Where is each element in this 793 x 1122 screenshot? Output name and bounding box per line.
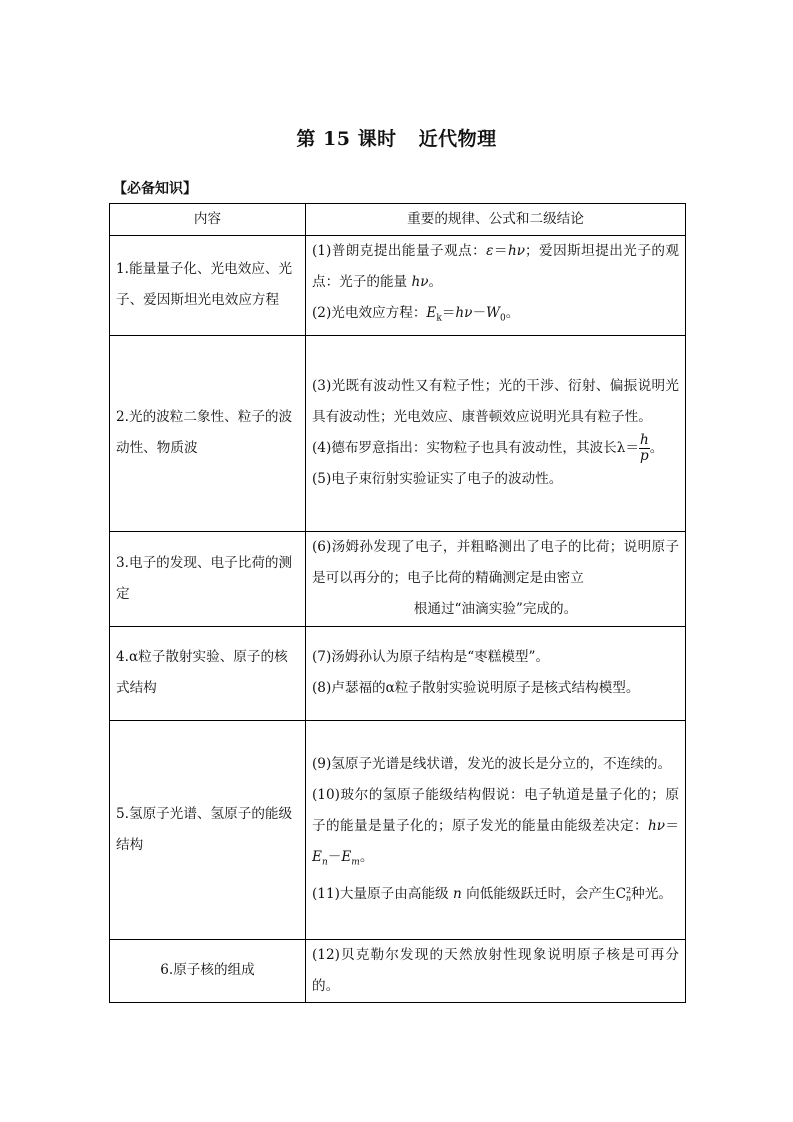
rules-cell — [306, 531, 686, 626]
rules-cell — [306, 236, 686, 336]
table-row — [110, 236, 686, 336]
rules-cell — [306, 335, 686, 531]
table-header-row — [110, 204, 686, 236]
topic-cell: 6.原子核的组成 — [110, 939, 306, 1002]
topic-cell: 2.光的波粒二象性、粒子的波动性、物质波 — [110, 335, 306, 531]
table-row — [110, 335, 686, 531]
rule-item: (8)卢瑟福的α粒子散射实验说明原子是核式结构模型。 — [312, 680, 640, 697]
rule-item: (3)光既有波动性又有粒子性；光的干涉、衍射、偏振说明光具有波动性；光电效应、康普顿效应说明光具有粒子性。 — [312, 378, 679, 426]
page-title — [0, 124, 793, 151]
topic-cell: 3.电子的发现、电子比荷的测定 — [110, 531, 306, 626]
knowledge-table — [109, 203, 686, 1003]
rule-item: (10)玻尔的氢原子能级结构假说：电子轨道是量子化的；原子的能量是量子化的；原子发光的能量由能级差决定：$h\nu=E_n-E_m$。 — [312, 787, 679, 869]
rules-cell — [306, 939, 686, 1002]
rule-item: (2)光电效应方程：$E_k=h\nu-W_0$。 — [312, 305, 520, 324]
topic-cell: 1.能量量子化、光电效应、光子、爱因斯坦光电效应方程 — [110, 236, 306, 336]
topic-cell: 5.氢原子光谱、氢原子的能级结构 — [110, 720, 306, 939]
rule-item: (6)汤姆孙发现了电子，并粗略测出了电子的比荷；说明原子是可以再分的；电子比荷的精确测定是由密立 — [312, 539, 679, 587]
rules-cell — [306, 626, 686, 720]
topic-cell: 4.α粒子散射实验、原子的核式结构 — [110, 626, 306, 720]
rule-item: (9)氢原子光谱是线状谱，发光的波长是分立的，不连续的。 — [312, 756, 672, 773]
lesson-number: 第 15 课时 — [296, 128, 397, 150]
rule-item: (5)电子束衍射实验证实了电子的波动性。 — [312, 471, 563, 488]
rule-item-tail: 根通过“油滴实验”完成的。 — [413, 601, 578, 618]
header-rules: 重要的规律、公式和二级结论 — [306, 204, 686, 236]
rule-item: (12)贝克勒尔发现的天然放射性现象说明原子核是可再分的。 — [312, 946, 679, 994]
header-content: 内容 — [110, 204, 306, 236]
rule-item: (11)大量原子由高能级 n 向低能级跃迁时，会产生C 2 n 种光。 — [312, 885, 672, 903]
section-label: 【必备知识】 — [113, 181, 197, 197]
lesson-topic: 近代物理 — [418, 128, 497, 150]
fraction: $\frac{h}{p}$ — [639, 432, 649, 465]
table-row — [110, 531, 686, 626]
rules-cell — [306, 720, 686, 939]
rule-item: (1)普朗克提出能量子观点：ε＝hν；爱因斯坦提出光子的观点：光子的能量 hν。 — [312, 243, 680, 290]
rule-item: (7)汤姆孙认为原子结构是“枣糕模型”。 — [312, 649, 550, 666]
table-row — [110, 626, 686, 720]
table-row — [110, 720, 686, 939]
rule-item: (4)德布罗意指出：实物粒子也具有波动性，其波长λ＝ $\frac{h}{p}$ 。 — [312, 432, 664, 465]
table-row — [110, 939, 686, 1002]
